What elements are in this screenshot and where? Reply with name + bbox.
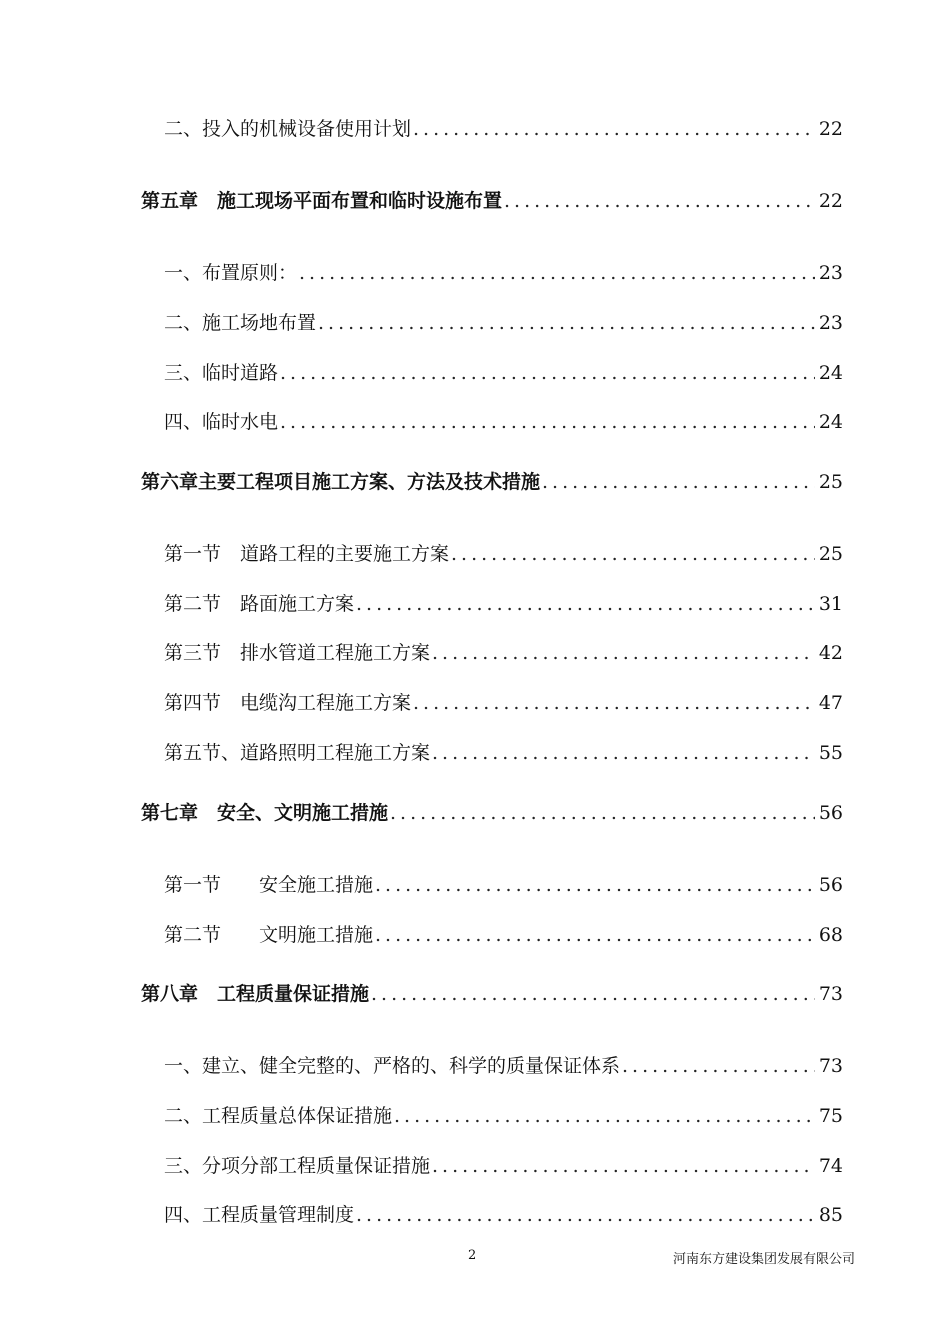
toc-entry-page: 47 (818, 692, 843, 714)
toc-entry-page: 22 (818, 118, 843, 140)
dot-leader (413, 118, 815, 140)
dot-leader (432, 642, 815, 664)
toc-entry-page: 85 (818, 1204, 843, 1226)
dot-leader (413, 692, 815, 714)
toc-entry[interactable] (164, 1200, 843, 1227)
toc-entry-title: 一、建立、健全完整的、严格的、科学的质量保证体系 (164, 1055, 621, 1077)
toc-entry[interactable] (164, 638, 843, 665)
toc-entry-page: 56 (818, 874, 843, 896)
toc-entry-page: 31 (818, 593, 843, 615)
toc-entry-page: 23 (818, 262, 843, 284)
toc-chapter[interactable] (141, 186, 843, 213)
toc-entry-page: 24 (818, 411, 843, 433)
toc-chapter[interactable] (141, 979, 843, 1006)
toc-entry-page: 42 (818, 642, 843, 664)
toc-entry-title: 第五节、道路照明工程施工方案 (164, 742, 431, 764)
toc-entry[interactable] (164, 1051, 843, 1078)
toc-entry[interactable] (164, 407, 843, 434)
toc-entry-title: 一、布置原则： (164, 262, 298, 284)
toc-entry-title: 三、临时道路 (164, 362, 279, 384)
toc-entry-page: 55 (818, 742, 843, 764)
footer-page-number: 2 (468, 1248, 477, 1263)
dot-leader (371, 983, 815, 1005)
toc-entry-title: 第七章 安全、文明施工措施 (141, 802, 389, 824)
toc-entry-page: 23 (818, 312, 843, 334)
footer-company-name: 河南东方建设集团发展有限公司 (672, 1252, 855, 1267)
toc-entry-page: 24 (818, 362, 843, 384)
toc-entry[interactable] (164, 358, 843, 385)
toc-entry[interactable] (164, 688, 843, 715)
toc-entry[interactable] (164, 258, 843, 285)
toc-entry-page: 22 (818, 190, 843, 212)
dot-leader (390, 802, 815, 824)
toc-chapter[interactable] (141, 798, 843, 825)
dot-leader (299, 262, 815, 284)
toc-entry-page: 25 (818, 471, 843, 493)
toc-entry-page: 73 (818, 983, 843, 1005)
toc-entry[interactable] (164, 539, 843, 566)
toc-entry-title: 第五章 施工现场平面布置和临时设施布置 (141, 190, 503, 212)
dot-leader (451, 543, 815, 565)
toc-entry-title: 四、临时水电 (164, 411, 279, 433)
toc-entry-page: 56 (818, 802, 843, 824)
dot-leader (280, 411, 815, 433)
toc-entry-title: 第一节 道路工程的主要施工方案 (164, 543, 450, 565)
dot-leader (622, 1055, 815, 1077)
dot-leader (432, 1155, 815, 1177)
toc-entry[interactable] (164, 1101, 843, 1128)
dot-leader (394, 1105, 815, 1127)
toc-entry-title: 第三节 排水管道工程施工方案 (164, 642, 431, 664)
toc-entry[interactable] (164, 114, 843, 141)
toc-entry-page: 73 (818, 1055, 843, 1077)
toc-entry-title: 三、分项分部工程质量保证措施 (164, 1155, 431, 1177)
toc-entry-title: 第二节 路面施工方案 (164, 593, 355, 615)
toc-entry-page: 75 (818, 1105, 843, 1127)
dot-leader (375, 874, 815, 896)
toc-entry-title: 第一节 安全施工措施 (164, 874, 374, 896)
dot-leader (318, 312, 815, 334)
toc-entry-page: 25 (818, 543, 843, 565)
toc-entry[interactable] (164, 1151, 843, 1178)
dot-leader (280, 362, 815, 384)
dot-leader (356, 1204, 815, 1226)
toc-chapter[interactable] (141, 467, 843, 494)
dot-leader (542, 471, 815, 493)
toc-entry-page: 74 (818, 1155, 843, 1177)
toc-entry-title: 二、施工场地布置 (164, 312, 317, 334)
toc-entry[interactable] (164, 870, 843, 897)
toc-entry[interactable] (164, 738, 843, 765)
toc-entry-title: 第八章 工程质量保证措施 (141, 983, 370, 1005)
toc-entry-page: 68 (818, 924, 843, 946)
dot-leader (432, 742, 815, 764)
toc-entry[interactable] (164, 920, 843, 947)
toc-entry-title: 二、工程质量总体保证措施 (164, 1105, 393, 1127)
dot-leader (504, 190, 815, 212)
toc-entry-title: 第四节 电缆沟工程施工方案 (164, 692, 412, 714)
toc-entry-title: 二、投入的机械设备使用计划 (164, 118, 412, 140)
toc-entry-title: 第二节 文明施工措施 (164, 924, 374, 946)
dot-leader (356, 593, 815, 615)
toc-entry[interactable] (164, 308, 843, 335)
toc-entry-title: 四、工程质量管理制度 (164, 1204, 355, 1226)
dot-leader (375, 924, 815, 946)
toc-entry[interactable] (164, 589, 843, 616)
toc-entry-title: 第六章主要工程项目施工方案、方法及技术措施 (141, 471, 541, 493)
